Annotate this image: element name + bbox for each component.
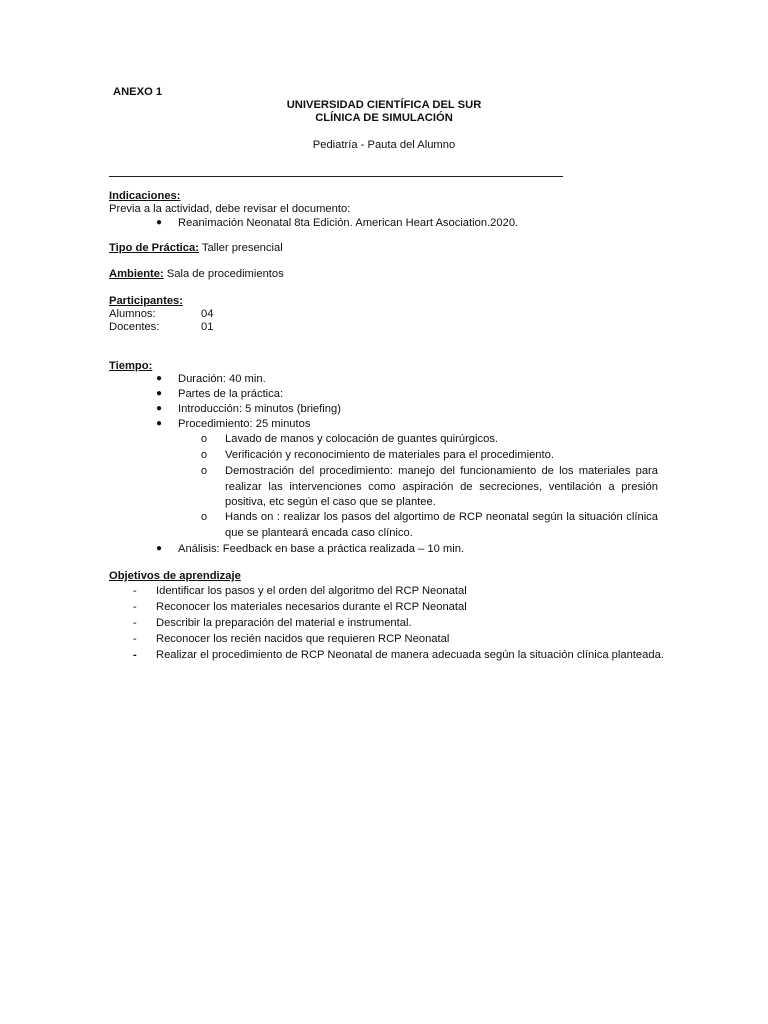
dash-bullet-icon: -: [133, 601, 137, 613]
tiempo-subitem: Lavado de manos y colocación de guantes quirúrgicos.: [225, 433, 499, 445]
bullet-icon: ●: [155, 403, 163, 414]
indicaciones-item: Reanimación Neonatal 8ta Edición. American Heart Asociation.2020.: [178, 217, 519, 229]
tiempo-heading: Tiempo:: [109, 360, 153, 372]
bullet-icon: ●: [155, 217, 163, 228]
tiempo-item: Duración: 40 min.: [178, 373, 266, 385]
circle-bullet-icon: o: [201, 449, 208, 461]
clinic-title: CLÍNICA DE SIMULACIÓN: [315, 112, 453, 124]
subtitle: Pediatría - Pauta del Alumno: [312, 139, 456, 151]
tiempo-item: Partes de la práctica:: [178, 388, 284, 400]
anexo-label: ANEXO 1: [113, 86, 163, 98]
dash-bullet-icon: -: [133, 585, 137, 597]
tiempo-item: Procedimiento: 25 minutos: [178, 418, 311, 430]
tipo-practica: Tipo de Práctica: Taller presencial: [109, 242, 283, 254]
participantes-heading: Participantes:: [109, 295, 183, 307]
tiempo-subitem: Demostración del procedimiento: manejo del funcionamiento de los materiales para realizar las intervenciones como aspiración de secreciones, ventilación a presión positiva, etc según el caso que se plantee.: [225, 465, 658, 509]
tiempo-subitem: Verificación y reconocimiento de materiales para el procedimiento.: [225, 449, 554, 461]
circle-bullet-icon: o: [201, 433, 208, 445]
circle-bullet-icon: o: [201, 465, 208, 477]
ambiente: Ambiente: Sala de procedimientos: [109, 268, 284, 280]
dash-bullet-icon: -: [133, 617, 137, 629]
alumnos-value: 04: [201, 308, 214, 320]
docentes-label: Docentes:: [109, 321, 160, 333]
objetivo-item: Identificar los pasos y el orden del algoritmo del RCP Neonatal: [156, 585, 467, 597]
university-title: UNIVERSIDAD CIENTÍFICA DEL SUR: [286, 99, 482, 111]
circle-bullet-icon: o: [201, 511, 208, 523]
objetivos-heading: Objetivos de aprendizaje: [109, 570, 241, 582]
indicaciones-heading: Indicaciones:: [109, 190, 181, 202]
alumnos-label: Alumnos:: [109, 308, 156, 320]
divider-line: [109, 176, 563, 177]
objetivo-item: Describir la preparación del material e instrumental.: [156, 617, 412, 629]
tiempo-subitem: Hands on : realizar los pasos del algortimo de RCP neonatal según la situación clínica que se planteará encada caso clínico.: [225, 511, 658, 539]
docentes-value: 01: [201, 321, 214, 333]
tiempo-item: Análisis: Feedback en base a práctica realizada – 10 min.: [178, 543, 465, 555]
objetivo-item: Reconocer los recién nacidos que requieren RCP Neonatal: [156, 633, 450, 645]
objetivo-item: Realizar el procedimiento de RCP Neonatal de manera adecuada según la situación clínica planteada.: [156, 649, 664, 661]
bullet-icon: ●: [155, 418, 163, 429]
bullet-icon: ●: [155, 388, 163, 399]
bullet-icon: ●: [155, 373, 163, 384]
objetivo-item: Reconocer los materiales necesarios durante el RCP Neonatal: [156, 601, 467, 613]
bullet-icon: ●: [155, 543, 163, 554]
indicaciones-text: Previa a la actividad, debe revisar el documento:: [109, 203, 351, 215]
tiempo-item: Introducción: 5 minutos (briefing): [178, 403, 341, 415]
dash-bullet-icon: -: [133, 649, 137, 661]
dash-bullet-icon: -: [133, 633, 137, 645]
